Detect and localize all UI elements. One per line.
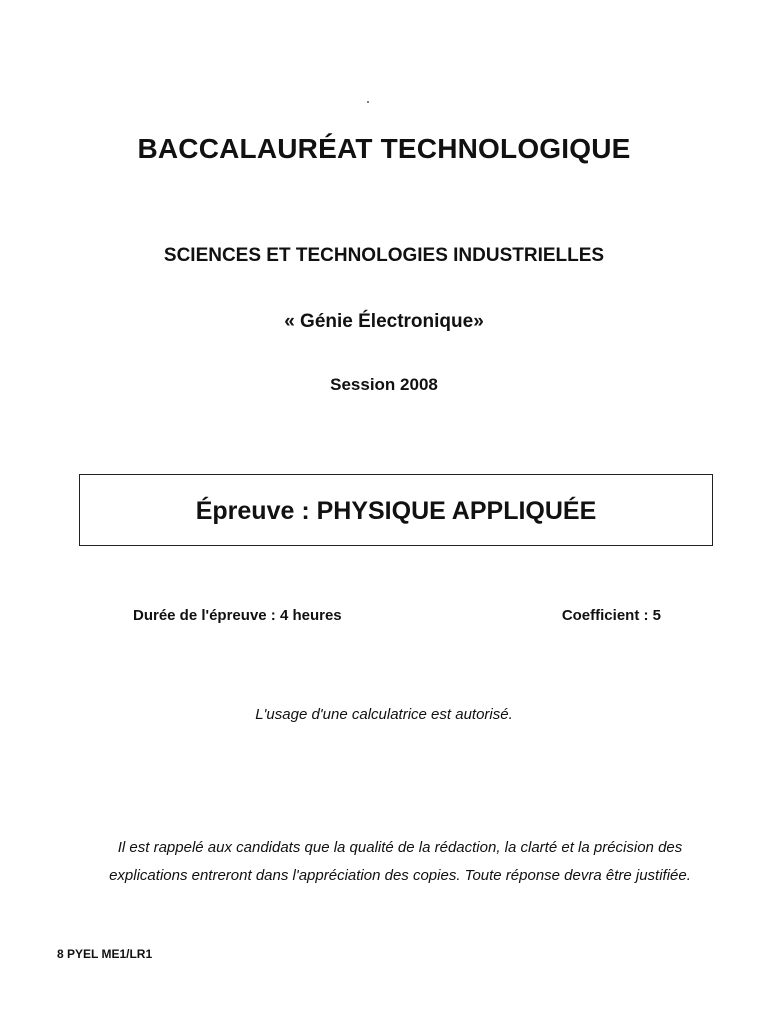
session-label: Session 2008 <box>330 375 438 394</box>
exam-title-box <box>79 474 713 546</box>
calculator-notice: L'usage d'une calculatrice est autorisé. <box>255 706 513 723</box>
reminder-line-2: explications entreront dans l'appréciation des copies. Toute réponse devra être justifiée. <box>109 867 691 884</box>
document-subtitle: SCIENCES ET TECHNOLOGIES INDUSTRIELLES <box>163 245 605 266</box>
exam-coefficient: Coefficient : 5 <box>561 607 661 624</box>
candidate-reminder <box>60 834 740 890</box>
scan-speck <box>367 101 369 103</box>
exam-title: Épreuve : PHYSIQUE APPLIQUÉE <box>195 497 597 525</box>
document-title: BACCALAURÉAT TECHNOLOGIQUE <box>137 133 631 164</box>
specialty-label: « Génie Électronique» <box>284 311 484 332</box>
exam-duration: Durée de l'épreuve : 4 heures <box>133 607 342 624</box>
reminder-line-1: Il est rappelé aux candidats que la qualité de la rédaction, la clarté et la précision des <box>117 839 683 856</box>
document-reference: 8 PYEL ME1/LR1 <box>57 947 153 961</box>
